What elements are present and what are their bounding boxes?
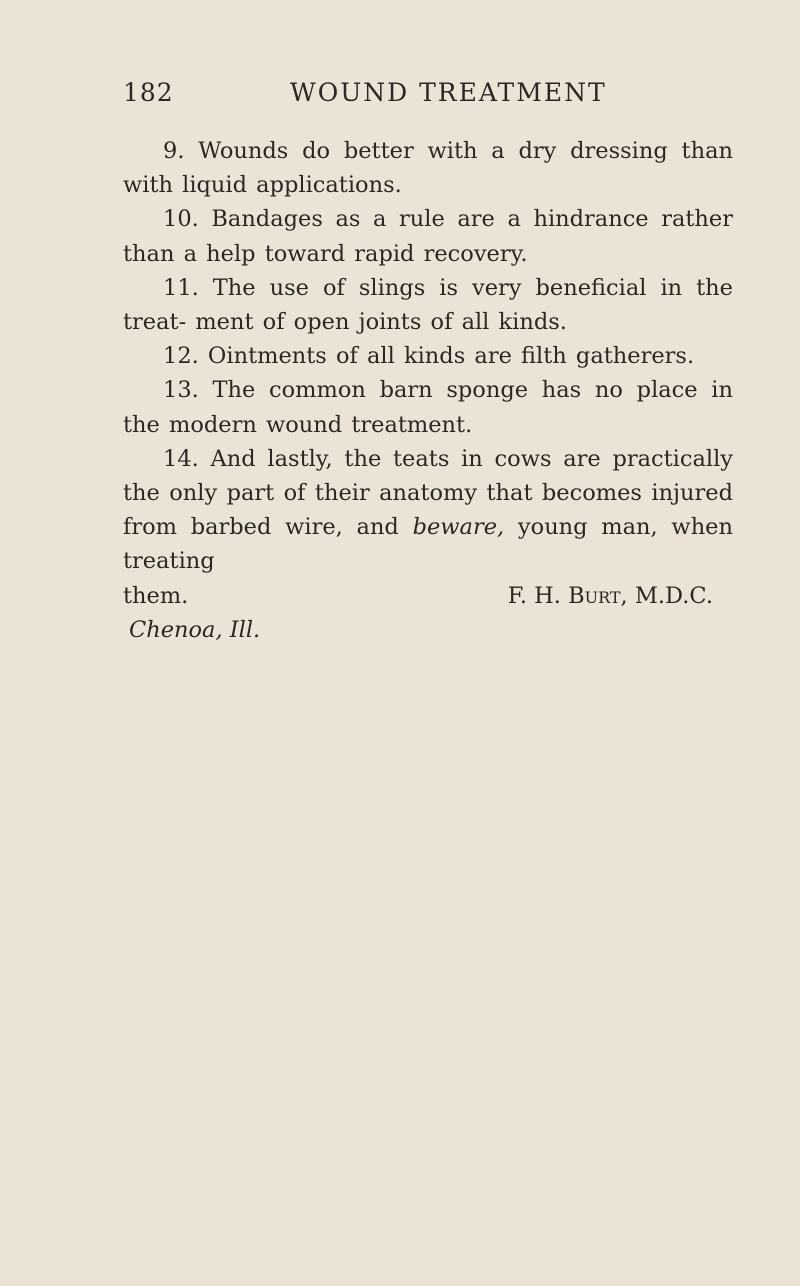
author-signature: F. H. Burt, M.D.C.: [507, 582, 713, 609]
final-list-item: [123, 442, 733, 579]
list-item: 10. Bandages as a rule are a hindrance rather than a help toward rapid recovery.: [123, 206, 733, 267]
running-title: WOUND TREATMENT: [290, 78, 607, 107]
author-location: Chenoa, Ill.: [129, 616, 261, 643]
list-item: 11. The use of slings is very beneficial in the treat- ment of open joints of all kinds.: [123, 274, 733, 336]
body-text: [123, 134, 733, 647]
page-number: 182: [123, 78, 174, 107]
final-item-emphasis: beware,: [412, 514, 505, 541]
final-item-last-word: them.: [123, 582, 189, 609]
final-item-text-start: 14. And lastly, the teats in cows are practically the only part of their anatomy that becomes injured from barbed wire, and: [123, 445, 733, 541]
list-item: 12. Ointments of all kinds are filth gatherers.: [163, 343, 695, 370]
list-item: 9. Wounds do better with a dry dressing than with liquid applications.: [123, 138, 733, 199]
closing-line: [123, 579, 733, 613]
list-item: 13. The common barn sponge has no place in the modern wound treatment.: [123, 377, 733, 438]
page-header: [123, 78, 733, 112]
final-item-text-end: young man, when treating: [123, 514, 733, 575]
